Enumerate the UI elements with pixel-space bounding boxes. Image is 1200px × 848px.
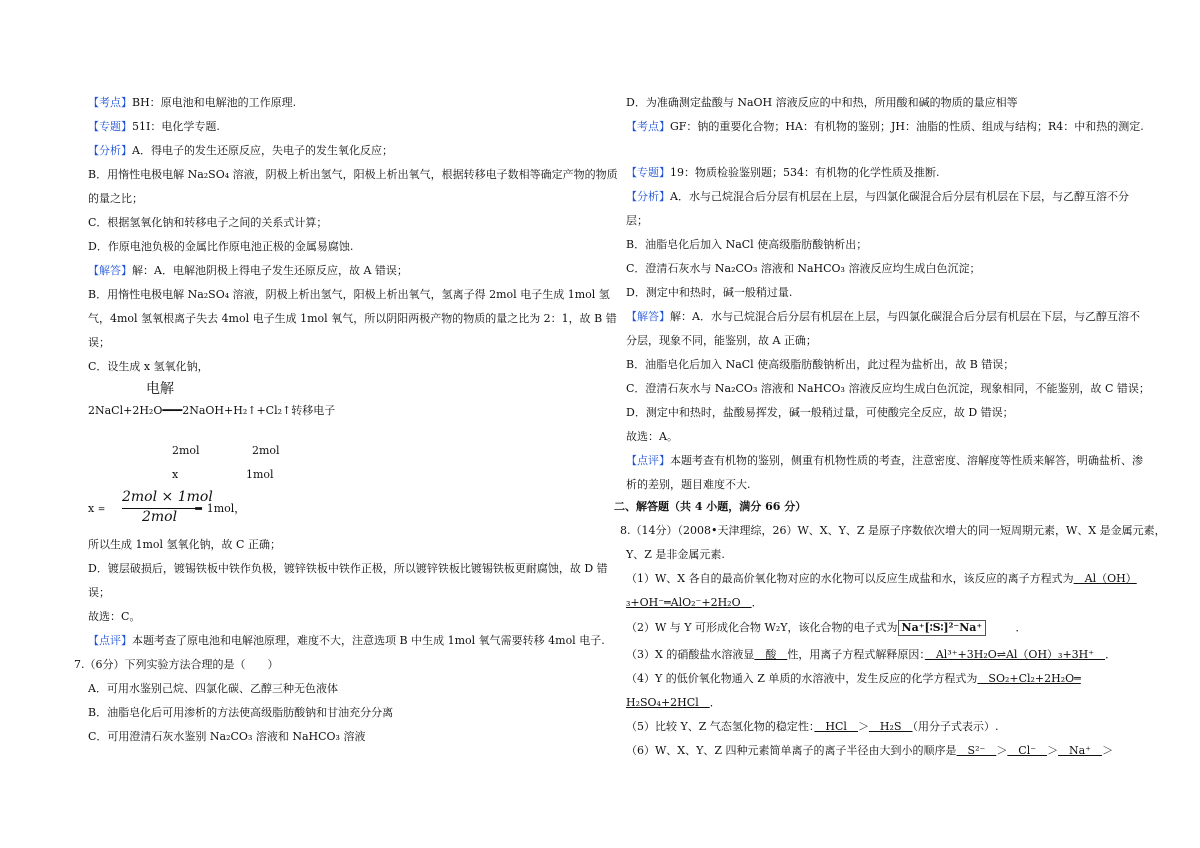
sub-question-4-cont: H₂SO₄+2HCl ．: [626, 696, 721, 709]
text-line: 误；: [88, 586, 110, 599]
kaodian-line: 【考点】BH：原电池和电解池的工作原理.: [88, 96, 297, 109]
ratio-cell: 1mol: [246, 468, 274, 481]
text-line: 分层，现象不同，能鉴别，故 A 正确；: [626, 334, 817, 347]
text-line: D．镀层破损后，镀锡铁板中铁作负极，镀锌铁板中铁作正极，所以镀锌铁板比镀锡铁板更耐腐蚀，故 D 错: [88, 562, 608, 575]
sub-question-3: （3）X 的硝酸盐水溶液显 酸 性，用离子方程式解释原因： Al³⁺+3H₂O⇌Al（OH）₃+3H⁺ ．: [626, 648, 1117, 661]
text-line: 层；: [626, 214, 648, 227]
fenxi-line: 【分析】A．水与己烷混合后分层有机层在上层，与四氯化碳混合后分层有机层在下层，与乙醇互溶不分: [626, 190, 1129, 203]
sub-question-1: （1）W、X 各自的最高价氧化物对应的水化物可以反应生成盐和水，该反应的离子方程式为 Al（OH）: [626, 572, 1137, 585]
ratio-cell: 2mol: [172, 444, 200, 457]
jieda-line: 【解答】解：A．电解池阴极上得电子发生还原反应，故 A 错误；: [88, 264, 408, 277]
sub-question-1-cont: ₃+OH⁻═AlO₂⁻+2H₂O ．: [626, 596, 763, 609]
option-a: A．可用水鉴别己烷、四氯化碳、乙醇三种无色液体: [88, 682, 338, 695]
dianping-line: 【点评】本题考查了原电池和电解池原理，难度不大，注意选项 B 中生成 1mol 氧气需要转移 4mol 电子.: [88, 634, 605, 647]
zhuanti-line: 【专题】19：物质检验鉴别题；534：有机物的化学性质及推断.: [626, 166, 940, 179]
answer-blank: S²⁻: [956, 744, 997, 757]
jieda-line: 【解答】解：A．水与己烷混合后分层有机层在上层，与四氯化碳混合后分层有机层在下层，与乙醇互溶不: [626, 310, 1140, 323]
text-line: D．测定中和热时，碱一般稍过量.: [626, 286, 793, 299]
zhuanti-tag: 【专题】: [88, 120, 132, 133]
fraction-numerator: 2mol × 1mol: [122, 489, 213, 505]
text-line: B．用惰性电极电解 Na₂SO₄ 溶液，阴极上析出氢气，阳极上析出氧气，根据转移电子数相等确定产物的物质: [88, 168, 618, 181]
text-line: 故选：C。: [88, 610, 141, 623]
ratio-cell: x: [172, 468, 179, 481]
dianping-tag: 【点评】: [88, 634, 132, 647]
answer-blank: Al³⁺+3H₂O⇌Al（OH）₃+3H⁺: [924, 648, 1106, 661]
text-line: 的量之比；: [88, 192, 143, 205]
fenxi-tag: 【分析】: [88, 144, 132, 157]
text-line: 气，4mol 氢氧根离子失去 4mol 电子生成 1mol 氧气，所以阴阳两极产物的物质的量之比为 2：1，故 B 错: [88, 312, 617, 325]
text-line: B．油脂皂化后加入 NaCl 使高级脂肪酸钠析出；: [626, 238, 868, 251]
fenxi-line: 【分析】A．得电子的发生还原反应，失电子的发生氧化反应；: [88, 144, 393, 157]
text-line: B．用惰性电极电解 Na₂SO₄ 溶液，阴极上析出氢气，阳极上析出氧气，氢离子得 2mol 电子生成 1mol 氢: [88, 288, 610, 301]
fraction-var: x =: [88, 502, 106, 515]
text-line: 误；: [88, 336, 110, 349]
question-8: 8.（14分）（2008•天津理综，26）W、X、Y、Z 是原子序数依次增大的同一短周期元素，W、X 是金属元素，: [620, 524, 1166, 537]
answer-blank: H₂S: [868, 720, 913, 733]
sub-question-6: （6）W、X、Y、Z 四种元素简单离子的离子半径由大到小的顺序是 S²⁻ ＞ Cl⁻ ＞ Na⁺ ＞: [626, 744, 1114, 757]
section-heading: 二、解答题（共 4 小题，满分 66 分）: [614, 500, 807, 513]
jieda-tag: 【解答】: [626, 310, 670, 323]
text-line: C．澄清石灰水与 Na₂CO₃ 溶液和 NaHCO₃ 溶液反应均生成白色沉淀；: [626, 262, 981, 275]
text-line: D．作原电池负极的金属比作原电池正极的金属易腐蚀.: [88, 240, 354, 253]
dianping-line: 【点评】本题考查有机物的鉴别，侧重有机物性质的考查，注意密度、溶解度等性质来解答，明确盐析、渗: [626, 454, 1143, 467]
fraction-result: = 1mol，: [194, 502, 246, 515]
option-d: D．为准确测定盐酸与 NaOH 溶液反应的中和热，所用酸和碱的物质的量应相等: [626, 96, 1018, 109]
answer-blank: Na⁺: [1058, 744, 1103, 757]
text-line: 所以生成 1mol 氢氧化钠，故 C 正确；: [88, 538, 281, 551]
zhuanti-line: 【专题】51I：电化学专题.: [88, 120, 220, 133]
equation-line: 2NaCl+2H₂O━━━2NaOH+H₂↑+Cl₂↑转移电子: [88, 404, 336, 417]
fraction-denominator: 2mol: [142, 509, 178, 525]
option-b: B．油脂皂化后可用渗析的方法使高级脂肪酸钠和甘油充分分离: [88, 706, 394, 719]
answer-blank: ₃+OH⁻═AlO₂⁻+2H₂O: [626, 596, 752, 609]
text-line: D．测定中和热时，盐酸易挥发，碱一般稍过量，可使酸完全反应，故 D 错误；: [626, 406, 1014, 419]
text-line: Y、Z 是非金属元素.: [626, 548, 725, 561]
ratio-cell: 2mol: [252, 444, 280, 457]
sub-question-4: （4）Y 的低价氧化物通入 Z 单质的水溶液中，发生反应的化学方程式为 SO₂+Cl₂+2H₂O═: [626, 672, 1081, 685]
text-line: 析的差别，题目难度不大.: [626, 478, 751, 491]
zhuanti-tag: 【专题】: [626, 166, 670, 179]
answer-blank: [898, 620, 1016, 636]
answer-blank: SO₂+Cl₂+2H₂O═: [977, 672, 1081, 685]
electrolysis-label: 电解: [146, 381, 174, 397]
answer-blank: Cl⁻: [1007, 744, 1048, 757]
answer-blank: HCl: [814, 720, 858, 733]
electron-formula: Na⁺[∶S∶]²⁻Na⁺: [898, 620, 987, 636]
text-line: 故选：A。: [626, 430, 678, 443]
kaodian-line: 【考点】GF：钠的重要化合物；HA：有机物的鉴别；JH：油脂的性质、组成与结构；R4：中和热的测定.: [626, 120, 1144, 133]
text-line: C．根据氢氧化钠和转移电子之间的关系式计算；: [88, 216, 328, 229]
jieda-tag: 【解答】: [88, 264, 132, 277]
question-7: 7.（6分）下列实验方法合理的是（ ）: [74, 658, 279, 671]
sub-question-2: （2）W 与 Y 可形成化合物 W₂Y，该化合物的电子式为 Na⁺[∶S∶]²⁻Na⁺ ．: [626, 621, 1027, 634]
text-line: C．设生成 x 氢氧化钠，: [88, 360, 209, 373]
dianping-tag: 【点评】: [626, 454, 670, 467]
option-c: C．可用澄清石灰水鉴别 Na₂CO₃ 溶液和 NaHCO₃ 溶液: [88, 730, 366, 743]
kaodian-tag: 【考点】: [626, 120, 670, 133]
answer-blank: H₂SO₄+2HCl: [626, 696, 710, 709]
kaodian-tag: 【考点】: [88, 96, 132, 109]
sub-question-5: （5）比较 Y、Z 气态氢化物的稳定性： HCl ＞ H₂S （用分子式表示）.: [626, 720, 999, 733]
answer-blank: Al（OH）: [1073, 572, 1137, 585]
text-line: B．油脂皂化后加入 NaCl 使高级脂肪酸钠析出，此过程为盐析出，故 B 错误；: [626, 358, 1015, 371]
fenxi-tag: 【分析】: [626, 190, 670, 203]
text-line: C．澄清石灰水与 Na₂CO₃ 溶液和 NaHCO₃ 溶液反应均生成白色沉淀，现象相同，不能鉴别，故 C 错误；: [626, 382, 1150, 395]
answer-blank: 酸: [754, 648, 788, 661]
